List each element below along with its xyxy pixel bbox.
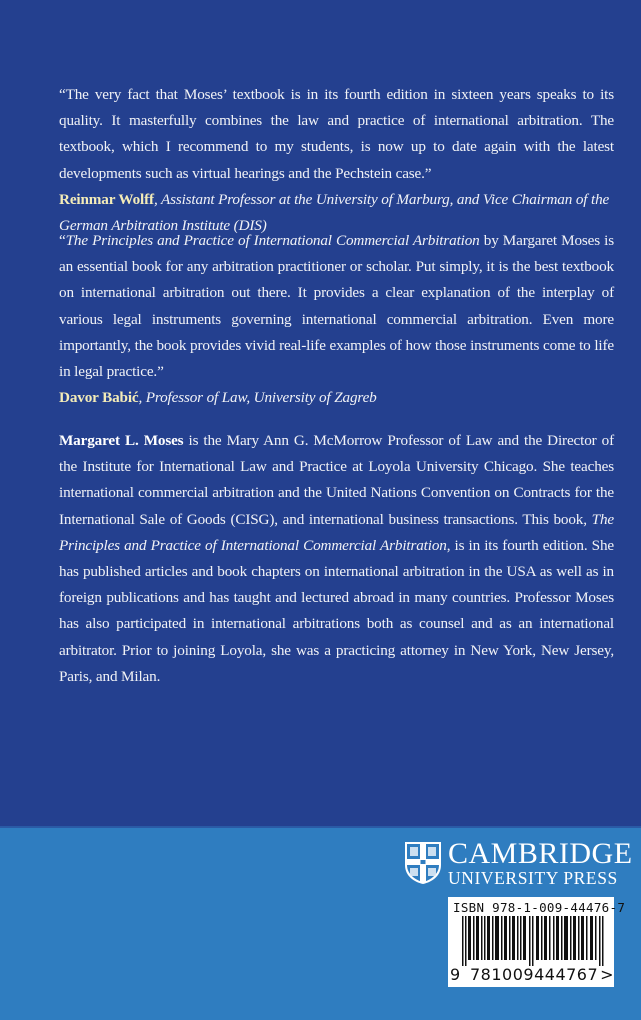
cambridge-shield-icon (404, 841, 442, 885)
publisher-logo (404, 838, 633, 888)
bio-text-1: is the Mary Ann G. McMorrow Professor of Law and the Director of the Institute for International Law and Practice at Loyola University Chicago. She teaches international commercial arbitration and the United Nations Convention on Contracts for the International Sale of Goods (CISG), and international business transactions. This book, (59, 432, 614, 528)
author-name: Margaret L. Moses (59, 432, 184, 449)
endorsement-quote: “The very fact that Moses’ textbook is in its fourth edition in sixteen years speaks to its quality. It masterfully combines the law and practice of international arbitration. The textbook, which I recommend to my students, is now up to date again with the latest developments such as virtual hearings and the Pechstein case.” (59, 86, 614, 182)
publisher-wordmark (448, 836, 633, 888)
barcode-digits (450, 965, 614, 984)
bio-text-2: , is in its fourth edition. She has published articles and book chapters on international arbitration in the USA as well as in foreign publications and has taught and lectured abroad in many countries. Professor Moses has also participated in international arbitrations both as counsel and as an international arbitrator. Prior to joining Loyola, she was a practicing attorney in New York, New Jersey, Paris, and Milan. (59, 536, 614, 685)
endorser-affiliation: , Professor of Law, University of Zagreb (138, 389, 377, 407)
barcode-quiet-zone-marker: > (600, 965, 614, 984)
barcode-main-digits: 781009444767 (470, 965, 599, 984)
isbn-label: ISBN 978-1-009-44476-7 (453, 900, 626, 915)
endorsement-2 (59, 228, 614, 411)
book-title: The Principles and Practice of International Commercial Arbitration (65, 232, 480, 249)
barcode-lead-digit: 9 (450, 965, 461, 984)
endorsement-1 (59, 82, 614, 239)
publisher-name-line1: CAMBRIDGE (448, 836, 633, 870)
endorsement-attribution (59, 385, 614, 411)
quote-body: by Margaret Moses is an essential book for any arbitration practitioner or scholar. Put simply, it is the best textbook on international arbitration out there. It provides a clear explanation of the interplay of various legal instruments governing international commercial arbitration. Even more importantly, the book provides vivid real-life examples of how those instruments come to life in legal practice.” (59, 232, 614, 381)
isbn-barcode (448, 897, 626, 987)
author-bio (59, 428, 614, 690)
barcode-bars-icon (462, 916, 604, 966)
endorser-name: Davor Babić (59, 389, 139, 407)
quote-mark: “ (59, 232, 66, 249)
endorsement-quote (59, 228, 614, 385)
endorser-affiliation: , Assistant Professor at the University of Marburg, and Vice Chairman of the German Arbitration Institute (DIS) (59, 190, 610, 235)
endorser-name: Reinmar Wolff (59, 190, 154, 208)
book-title: The Principles and Practice of International Commercial Arbitration (59, 510, 614, 554)
bio-paragraph (59, 428, 614, 690)
publisher-name-line2: UNIVERSITY PRESS (448, 867, 618, 888)
